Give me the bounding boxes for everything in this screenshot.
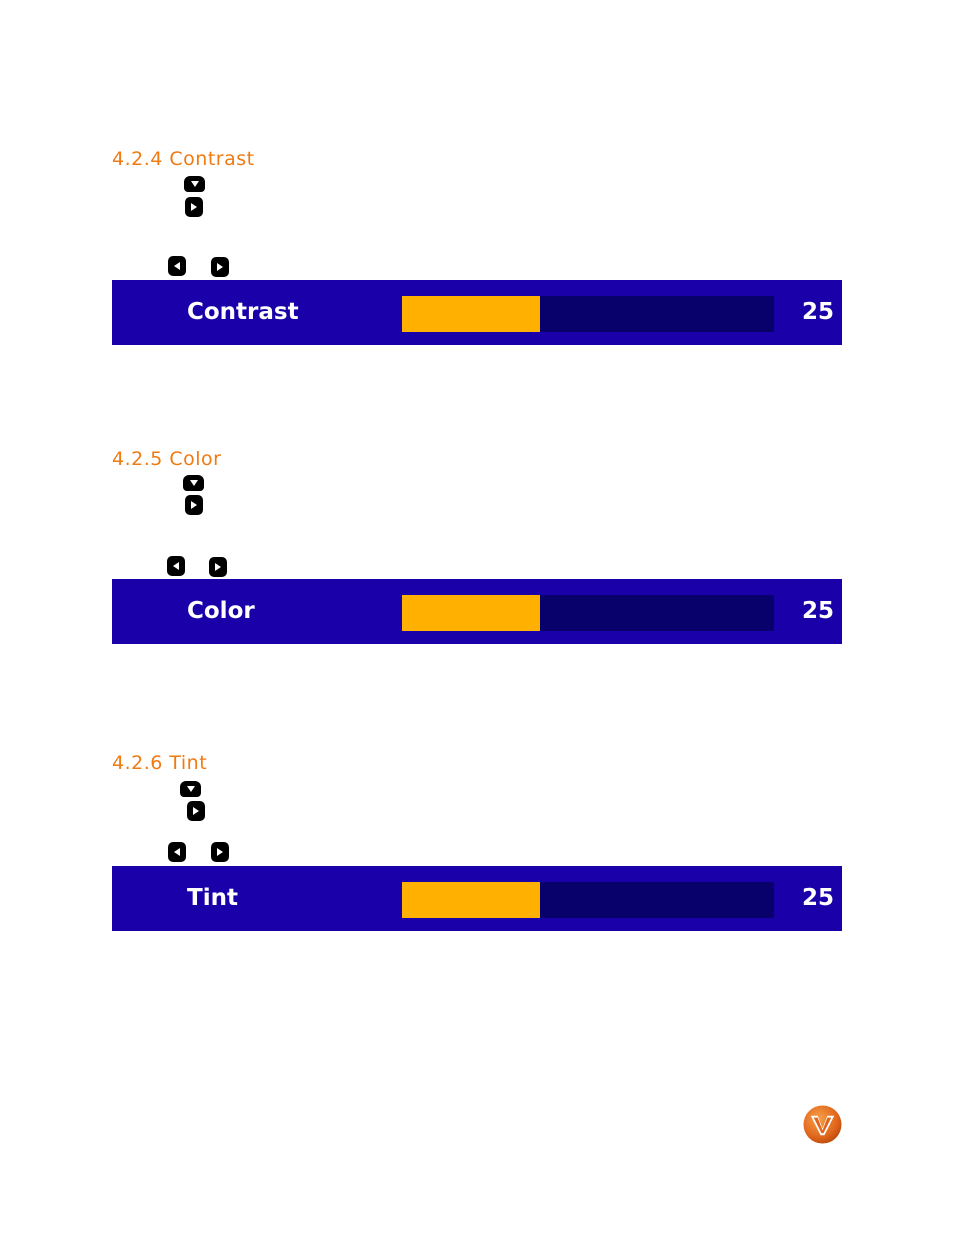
osd-slider-track: [402, 882, 774, 918]
right-arrow-key-icon: [211, 257, 229, 277]
down-arrow-key-icon: [183, 475, 204, 491]
osd-value: 25: [801, 299, 834, 325]
osd-slider-track: [402, 296, 774, 332]
right-arrow-key-icon: [185, 495, 203, 515]
down-arrow-key-icon: [184, 176, 205, 192]
right-arrow-key-icon: [211, 842, 229, 862]
osd-bar-contrast: [112, 280, 842, 345]
section-heading-color: 4.2.5 Color: [112, 448, 222, 470]
osd-label: Contrast: [187, 299, 299, 325]
left-arrow-key-icon: [168, 256, 186, 276]
right-arrow-key-icon: [185, 197, 203, 217]
osd-slider-fill: [402, 882, 540, 918]
osd-slider-fill: [402, 296, 540, 332]
right-arrow-key-icon: [187, 801, 205, 821]
osd-slider-track: [402, 595, 774, 631]
osd-label: Color: [187, 598, 255, 624]
osd-slider-fill: [402, 595, 540, 631]
vizio-v-logo-icon: [803, 1105, 842, 1144]
osd-bar-color: [112, 579, 842, 644]
osd-label: Tint: [187, 885, 238, 911]
osd-value: 25: [801, 885, 834, 911]
osd-bar-tint: [112, 866, 842, 931]
down-arrow-key-icon: [180, 781, 201, 797]
osd-value: 25: [801, 598, 834, 624]
section-heading-contrast: 4.2.4 Contrast: [112, 148, 255, 170]
right-arrow-key-icon: [209, 557, 227, 577]
left-arrow-key-icon: [168, 842, 186, 862]
left-arrow-key-icon: [167, 556, 185, 576]
section-heading-tint: 4.2.6 Tint: [112, 752, 208, 774]
